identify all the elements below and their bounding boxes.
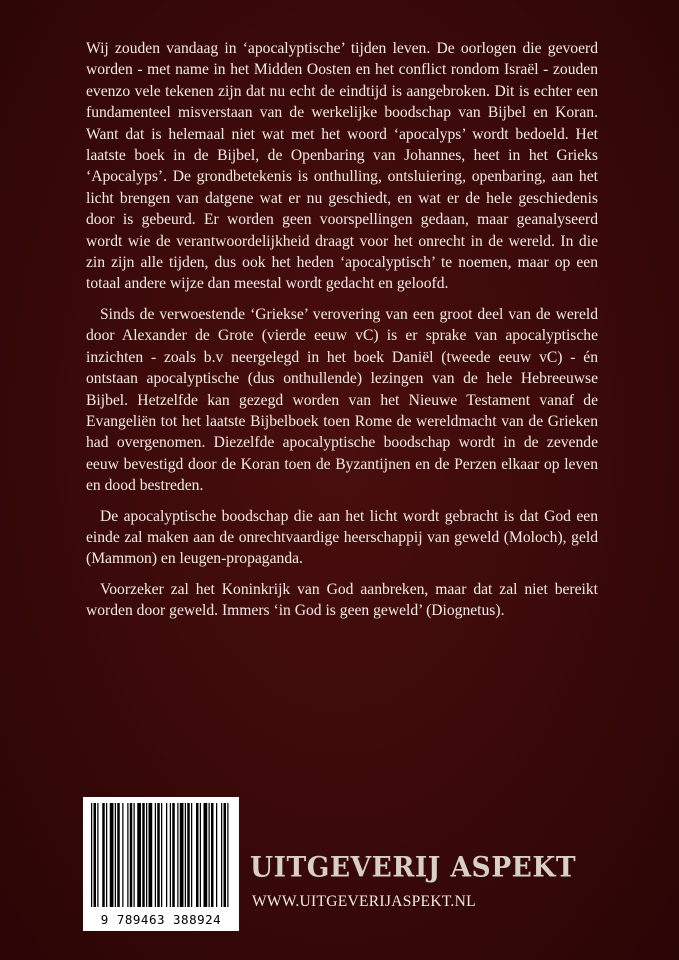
paragraph-4: Voorzeker zal het Koninkrijk van God aanbreken, maar dat zal niet bereikt worden door geweld. Immers ‘in God is geen geweld’ (Diognetus). bbox=[86, 580, 598, 620]
isbn-number: 9 789463 388924 bbox=[100, 912, 222, 927]
paragraph-3: De apocalyptische boodschap die aan het licht wordt gebracht is dat God een einde zal maken aan de onrechtvaardige heerschappij van geweld (Moloch), geld (Mammon) en leugen-propaganda. bbox=[86, 507, 598, 568]
barcode-bars bbox=[89, 803, 233, 907]
paragraph-1: Wij zouden vandaag in ‘apocalyptische’ tijden leven. De oorlogen die gevoerd worden - met name in het Midden Oosten en het conflict rondom Israël - zouden evenzo vele tekenen zijn dat nu echt de eindtijd is aangebroken. Dit is echter een fundamenteel misverstaan van de werkelijke boodschap van Bijbel en Koran. Want dat is helemaal niet wat met het woord ‘apocalyps’ wordt bedoeld. Het laatste boek in de Bijbel, de Openbaring van Johannes, heet in het Grieks ‘Apocalyps’. De grondbetekenis is onthulling, ontsluiering, openbaring, aan het licht brengen van datgene wat er nu geschiedt, en wat er de hele geschiedenis door is gebeurd. Er worden geen voorspellingen gedaan, maar geanalyseerd wordt wie de verantwoordelijkheid draagt voor het onrecht in de wereld. In die zin zijn alle tijden, dus ook het heden ‘apocalyptisch’ te noemen, maar op een totaal andere wijze dan meestal wordt gedacht en geloofd. bbox=[86, 40, 598, 293]
paragraph-2: Sinds de verwoestende ‘Griekse’ verovering van een groot deel van de wereld door Alexander de Grote (vierde eeuw vC) is er sprake van apocalyptische inzichten - zoals b.v neergelegd in het boek Daniël (tweede eeuw vC) - én ontstaan apocalyptische (dus onthullende) lezingen van de hele Hebreeuwse Bijbel. Hetzelfde kan gezegd worden van het Nieuwe Testament vanaf de Evangeliën tot het laatste Bijbelboek toen Rome de wereldmacht van de Grieken had overgenomen. Diezelfde apocalyptische boodschap wordt in de zevende eeuw bevestigd door de Koran toen de Byzantijnen en de Perzen elkaar op leven en dood bestreden. bbox=[86, 305, 598, 495]
isbn-barcode bbox=[83, 797, 239, 931]
back-cover-text bbox=[86, 38, 598, 631]
publisher-website: WWW.UITGEVERIJASPEKT.NL bbox=[252, 893, 476, 910]
publisher-logo: UITGEVERIJ ASPEKT bbox=[250, 851, 577, 884]
